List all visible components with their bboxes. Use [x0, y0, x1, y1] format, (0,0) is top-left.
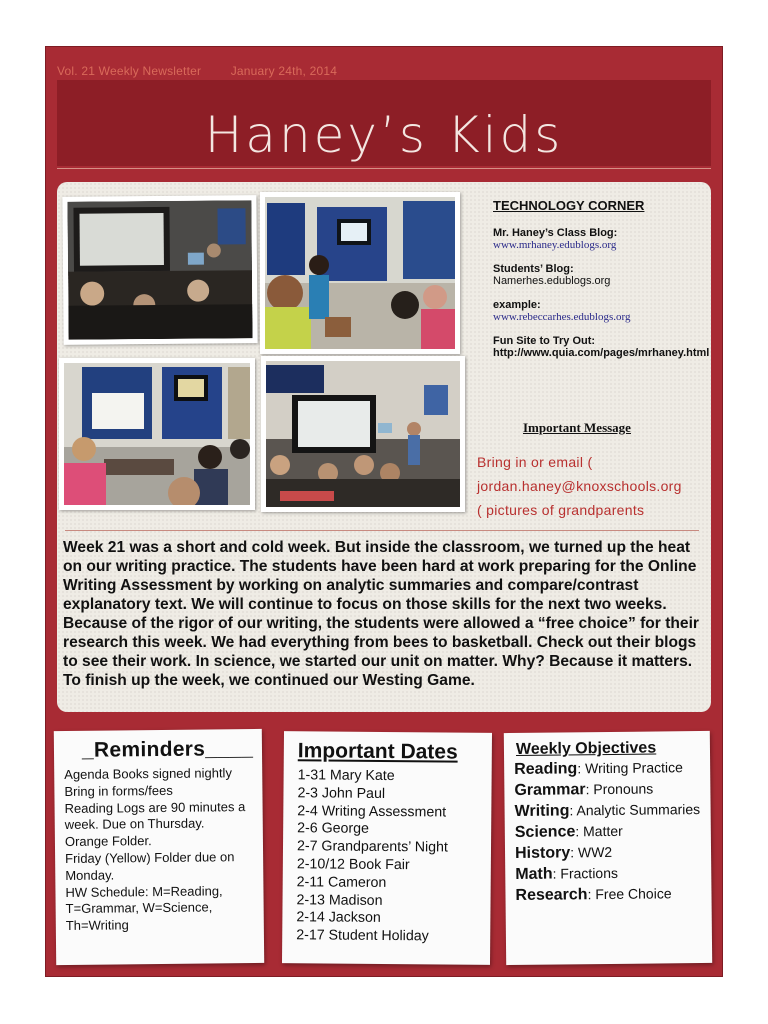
- newsletter-sheet: [45, 46, 723, 977]
- objective-value: Free Choice: [595, 885, 672, 903]
- objective-subject: Research: [515, 886, 588, 904]
- classroom-photo-3: [59, 358, 255, 510]
- objective-row: [515, 862, 701, 885]
- objective-subject: Reading: [514, 760, 578, 778]
- important-dates-note: [282, 731, 492, 965]
- objective-row: [515, 883, 701, 906]
- list-item: Bring in forms/fees: [64, 782, 173, 799]
- list-item: Friday (Yellow) Folder due on Monday.: [65, 849, 235, 883]
- objective-row: [514, 757, 700, 780]
- technology-corner: [493, 198, 753, 359]
- objective-separator: :: [577, 760, 586, 777]
- main-card: [57, 182, 711, 712]
- volume-label: Vol. 21 Weekly Newsletter: [57, 64, 202, 78]
- technology-corner-heading: TECHNOLOGY CORNER: [493, 198, 645, 213]
- objective-subject: Writing: [514, 802, 570, 820]
- fun-site-link[interactable]: http://www.quia.com/pages/mrhaney.html: [493, 347, 710, 359]
- objective-subject: Grammar: [514, 781, 586, 799]
- classroom-photo-4: [261, 356, 465, 512]
- list-item: 2-14 Jackson: [296, 909, 381, 927]
- example-label: example:: [493, 299, 541, 311]
- card-divider: [65, 530, 699, 531]
- classroom-photo-1: [62, 195, 257, 345]
- weekly-objectives-heading: Weekly Objectives: [515, 739, 657, 758]
- list-item: 2-7 Grandparents’ Night: [296, 838, 448, 856]
- objective-row: [515, 799, 701, 822]
- list-item: HW Schedule: M=Reading, T=Grammar, W=Science, Th=Writing: [65, 882, 223, 934]
- objective-separator: :: [575, 823, 584, 840]
- list-item: Agenda Books signed nightly: [64, 765, 232, 782]
- reminders-list: [64, 765, 254, 935]
- list-item: 2-17 Student Holiday: [296, 927, 429, 945]
- list-item: 2-10/12 Book Fair: [296, 856, 410, 874]
- important-dates-list: [296, 767, 482, 947]
- objective-value: Writing Practice: [584, 759, 683, 777]
- objectives-list: [514, 757, 702, 906]
- list-item: 2-4 Writing Assessment: [297, 802, 447, 821]
- newsletter-title: Haney’s Kids: [204, 106, 564, 164]
- important-message-body: [477, 450, 707, 522]
- list-item: Orange Folder.: [64, 833, 152, 850]
- list-item: 1-31 Mary Kate: [297, 767, 395, 785]
- list-item: Reading Logs are 90 minutes a week. Due on Thursday.: [64, 798, 246, 833]
- class-blog-label: Mr. Haney’s Class Blog:: [493, 227, 618, 239]
- objective-row: [515, 841, 701, 864]
- objective-separator: :: [587, 886, 596, 903]
- objective-subject: Science: [514, 823, 576, 841]
- classroom-photo-2: [260, 192, 460, 354]
- students-blog-value: Namerhes.edublogs.org: [493, 275, 611, 287]
- fun-site-label: Fun Site to Try Out:: [493, 335, 596, 347]
- message-line-3: ( pictures of grandparents: [477, 502, 645, 518]
- list-item: 2-11 Cameron: [296, 873, 387, 891]
- list-item: 2-13 Madison: [296, 891, 383, 909]
- issue-date: January 24th, 2014: [230, 64, 338, 78]
- list-item: 2-3 John Paul: [297, 785, 386, 802]
- message-email[interactable]: jordan.haney@knoxschools.org: [477, 478, 682, 494]
- example-blog-link[interactable]: www.rebeccarhes.edublogs.org: [493, 311, 631, 323]
- weekly-story: Week 21 was a short and cold week. But inside the classroom, we turned up the heat on our writing practice. The students have been hard at work preparing for the Online Writing Assessment by working on analytic summaries and compare/contrast explanatory text. We will continue to focus on those skills for the next two weeks. Because of the rigor of our writing, the students were allowed a “free choice” for their research this week. We had everything from bees to basketball. Check out their blogs to see their work. In science, we started our unit on matter. Why? Because it matters. To finish up the week, we continued our Westing Game.: [63, 539, 699, 689]
- objective-row: [515, 820, 701, 843]
- objective-subject: History: [514, 844, 571, 862]
- objective-separator: :: [569, 802, 577, 819]
- objective-separator: :: [585, 781, 594, 798]
- message-line-1: Bring in or email (: [477, 454, 593, 470]
- masthead: [57, 64, 363, 78]
- important-dates-heading: Important Dates: [297, 739, 458, 764]
- title-divider: [57, 168, 711, 169]
- objective-value: WW2: [577, 843, 613, 861]
- objective-row: [514, 778, 700, 801]
- objective-value: Analytic Summaries: [576, 801, 701, 819]
- class-blog-link[interactable]: www.mrhaney.edublogs.org: [493, 239, 617, 251]
- reminders-heading: _Reminders____: [81, 737, 254, 762]
- objective-separator: :: [570, 844, 579, 861]
- objective-value: Pronouns: [593, 780, 654, 798]
- objective-value: Matter: [583, 822, 623, 840]
- objective-subject: Math: [515, 865, 553, 883]
- important-message-heading: Important Message: [523, 420, 631, 435]
- objective-value: Fractions: [560, 864, 619, 882]
- weekly-objectives-note: [504, 731, 712, 965]
- list-item: 2-6 George: [297, 820, 370, 838]
- objective-separator: :: [552, 865, 561, 882]
- students-blog-label: Students’ Blog:: [493, 263, 574, 275]
- reminders-note: [54, 729, 264, 965]
